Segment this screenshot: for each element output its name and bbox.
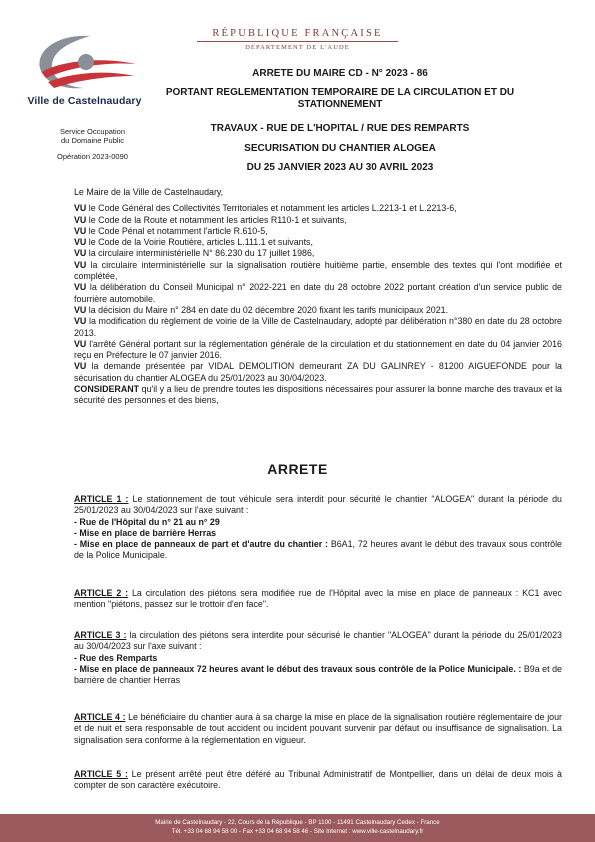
vu-text: la délibération du Conseil Municipal n° 2022-221 en date du 28 octobre 2022 portant création d'un service public de fourrière automobile. [74,282,562,304]
department: DÉPARTEMENT DE L'AUDE [245,44,350,51]
article-2-heading: ARTICLE 2 : [74,588,129,598]
article-4-heading: ARTICLE 4 : [74,712,126,722]
vu-text: qu'il y a lieu de prendre toutes les dispositions nécessaires pour assurer la bonne marche des travaux et la sécurité des personnes et des biens, [74,384,562,406]
footer-contact: Tél. +33 04 68 94 58 00 - Fax +33 04 68 94 58 46 - Site Internet : www.ville-castelnaudary.fr [171,828,424,835]
vu-keyword: VU [74,237,87,248]
vu-text: la décision du Maire n° 284 en date du 02 décembre 2020 fixant les tarifs municipaux 2021. [86,304,449,315]
vu-item [74,316,562,339]
vu-item [74,203,562,214]
republic-header [175,28,420,51]
intro: Le Maire de la Ville de Castelnaudary, [74,187,224,197]
vu-keyword: VU [74,361,87,372]
vu-text: la circulaire interministérielle sur la signalisation routière huitième partie, ensemble des textes qui l'ont modifiée et complétée, [74,259,562,282]
article-3-heading: ARTICLE 3 : [74,630,127,640]
service-line-1: Service Occupation [59,127,126,136]
vu-text: la circulaire interministérielle N° 86.230 du 17 juillet 1986, [86,248,315,259]
article-5 [74,769,562,792]
vu-keyword: CONSIDERANT [74,384,140,395]
republic-title: RÉPUBLIQUE FRANÇAISE [212,28,383,39]
vu-item [74,215,562,226]
works-title: TRAVAUX - RUE DE L'HOPITAL / RUE DES REMPARTS [210,123,470,134]
vu-keyword: VU [74,282,87,293]
vu-keyword: VU [74,214,87,225]
decree-subject-1: PORTANT REGLEMENTATION TEMPORAIRE DE LA CIRCULATION ET DU [165,87,515,98]
vu-text: l'arrêté Général portant sur la réglementation générale de la circulation et du stationnement en date du 04 janvier 2016 reçu en Préfecture le 07 janvier 2016. [74,338,562,361]
footer [0,814,595,842]
article-1-item-1: - Rue de l'Hôpital du n° 21 au n° 29 [74,516,220,527]
article-1-item-3: - Mise en place de panneaux de part et d'autre du chantier : [74,539,328,550]
article-4 [74,712,562,746]
article-3-text: la circulation des piétons sera interdite pour sécurisé le chantier "ALOGEA" durant la période du 25/01/2023 au 30/04/2023 sur l'axe suivant : [74,630,562,652]
arrete-title: ARRETE [267,461,328,477]
article-3-item-2: - Mise en place de panneaux 72 heures avant le début des travaux sous contrôle de la Police Municipale. : [74,663,522,674]
considerations [74,187,562,407]
operation-number: Opération 2023-0090 [57,152,128,161]
article-1-item-2: - Mise en place de barrière Herras [74,527,217,538]
article-5-heading: ARTICLE 5 : [74,769,128,779]
decree-number: ARRETE DU MAIRE CD - N° 2023 - 86 [252,68,428,79]
vu-item [74,339,562,362]
vu-item [74,282,562,305]
article-2 [74,588,562,611]
securisation-title: SECURISATION DU CHANTIER ALOGEA [244,143,436,154]
vu-item [74,237,562,248]
date-range: DU 25 JANVIER 2023 AU 30 AVRIL 2023 [246,162,434,173]
republic-divider [197,41,398,42]
article-3-item-1: - Rue des Remparts [74,652,158,663]
vu-keyword: VU [74,248,87,259]
vu-item [74,305,562,316]
vu-text: le Code de la Route et notamment les articles R110-1 et suivants, [86,214,347,225]
city-logo [28,32,143,98]
article-1-heading: ARTICLE 1 : [74,494,129,504]
article-3 [74,630,562,686]
article-1 [74,494,562,562]
vu-list [74,203,562,406]
vu-keyword: VU [74,259,87,270]
vu-item [74,384,562,407]
vu-item [74,226,562,237]
vu-text: le Code de la Voirie Routière, articles L.111.1 et suivants, [86,237,313,248]
service-line-2: du Domaine Public [61,136,124,145]
article-4-text: Le bénéficiaire du chantier aura à sa charge la mise en place de la signalisation routière réglementaire de jour et de nuit et sera responsable de tout accident ou incident pouvant survenir par défaut ou insuffisance de signalisation. La signalisation sera conforme à la réglementation en vigueur. [74,712,562,745]
vu-keyword: VU [74,304,87,315]
decree-subject-2: STATIONNEMENT [297,99,383,110]
vu-text: le Code Pénal et notamment l'article R.610-5, [86,225,268,236]
vu-text: la modification du règlement de voirie de la Ville de Castelnaudary, adopté par délibération n°380 en date du 28 octobre 2013. [74,316,562,338]
article-3-item-2-rest: B9a et de barrière de chantier Herras [74,663,562,686]
footer-address: Mairie de Castelnaudary - 22, Cours de la République - BP 1100 - 11491 Castelnaudary Cedex - France [155,819,440,826]
vu-keyword: VU [74,225,87,236]
city-name: Ville de Castelnaudary [27,95,142,107]
article-1-text: Le stationnement de tout véhicule sera interdit pour sécurité le chantier "ALOGEA" durant la période du 25/01/2023 au 30/04/2023 sur l'axe suivant : [74,494,562,516]
vu-keyword: VU [74,203,87,214]
vu-keyword: VU [74,338,87,349]
article-1-item-3-rest: B6A1, 72 heures avant le début des travaux sous contrôle de la Police Municipale. [74,539,562,561]
vu-keyword: VU [74,316,87,327]
article-2-text: La circulation des piétons sera modifiée rue de l'Hôpital avec la mise en place de panneaux : KC1 avec mention "piétons, passez sur le trottoir d'en face". [74,588,562,610]
vu-item [74,260,562,283]
article-5-text: Le présent arrêté peut être déféré au Tribunal Administratif de Montpellier, dans un délai de deux mois à compter de son caractère exécutoire. [74,769,562,791]
vu-item [74,361,562,384]
vu-text: le Code Général des Collectivités Territoriales et notamment les articles L.2213-1 et L.2213-6, [86,203,457,214]
vu-text: la demande présentée par VIDAL DEMOLITION demeurant ZA DU GALINREY - 81200 AIGUEFONDE pour la sécurisation du chantier ALOGEA du 25/01/2023 au 30/04/2023. [74,361,562,383]
vu-item [74,248,562,259]
